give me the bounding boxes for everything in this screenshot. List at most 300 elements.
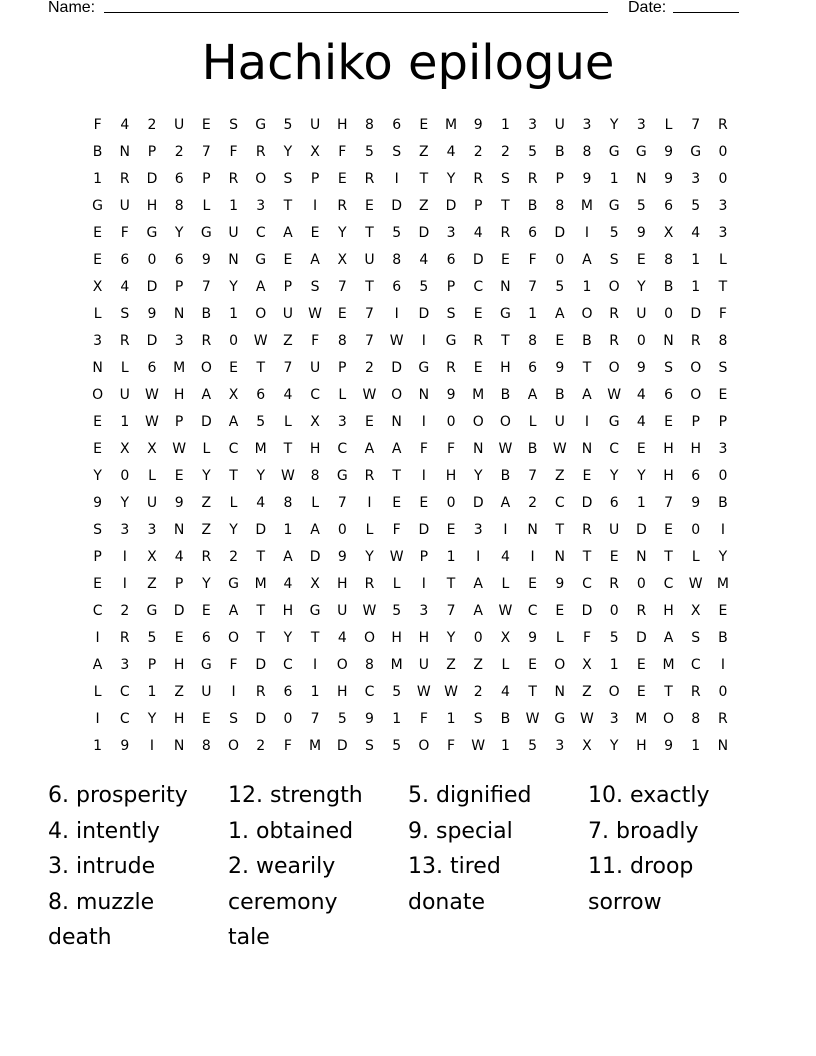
grid-cell[interactable]: I <box>122 575 127 592</box>
grid-cell[interactable]: E <box>229 359 238 376</box>
grid-cell[interactable]: T <box>365 224 374 241</box>
grid-cell[interactable]: D <box>554 224 566 241</box>
grid-cell[interactable]: C <box>364 683 375 700</box>
grid-cell[interactable]: Y <box>609 116 619 133</box>
grid-cell[interactable]: 1 <box>528 305 538 322</box>
grid-cell[interactable]: T <box>310 629 320 646</box>
grid-cell[interactable]: 7 <box>337 278 347 295</box>
grid-cell[interactable]: S <box>392 143 402 160</box>
grid-cell[interactable]: O <box>255 305 267 322</box>
grid-cell[interactable]: U <box>337 602 348 619</box>
grid-cell[interactable]: Y <box>609 737 619 754</box>
grid-cell[interactable]: 7 <box>446 602 456 619</box>
grid-cell[interactable]: 5 <box>392 224 402 241</box>
grid-cell[interactable]: Y <box>202 467 211 484</box>
grid-cell[interactable]: G <box>255 251 267 268</box>
grid-cell[interactable]: U <box>309 116 321 133</box>
grid-cell[interactable]: A <box>473 575 483 592</box>
grid-cell[interactable]: T <box>365 278 374 295</box>
grid-cell[interactable]: Z <box>582 683 592 700</box>
grid-cell[interactable]: X <box>582 737 592 754</box>
grid-cell[interactable]: E <box>473 305 483 322</box>
grid-cell[interactable]: Y <box>256 467 265 484</box>
grid-cell[interactable]: 0 <box>473 629 483 646</box>
grid-cell[interactable]: 8 <box>174 197 184 214</box>
grid-cell[interactable]: R <box>609 575 620 592</box>
grid-cell[interactable]: 5 <box>256 413 266 430</box>
grid-cell[interactable]: 3 <box>147 521 157 538</box>
grid-cell[interactable]: E <box>473 359 483 376</box>
grid-cell[interactable]: E <box>93 413 103 430</box>
grid-cell[interactable]: O <box>554 656 566 673</box>
grid-cell[interactable]: L <box>528 413 537 430</box>
grid-cell[interactable]: S <box>609 251 619 268</box>
grid-cell[interactable]: 7 <box>691 116 701 133</box>
grid-cell[interactable]: L <box>392 575 401 592</box>
grid-cell[interactable]: 2 <box>120 602 130 619</box>
grid-cell[interactable]: W <box>416 683 431 700</box>
grid-cell[interactable]: I <box>530 548 535 565</box>
grid-cell[interactable]: 6 <box>664 386 673 403</box>
grid-cell[interactable]: H <box>146 197 158 214</box>
grid-cell[interactable]: P <box>691 413 700 430</box>
grid-cell[interactable]: N <box>173 737 185 754</box>
grid-cell[interactable]: 9 <box>473 116 483 133</box>
grid-cell[interactable]: P <box>718 413 728 430</box>
grid-cell[interactable]: H <box>337 683 348 700</box>
grid-cell[interactable]: H <box>663 602 674 619</box>
grid-cell[interactable]: I <box>313 656 318 673</box>
grid-cell[interactable]: 1 <box>229 197 238 214</box>
grid-cell[interactable]: 5 <box>528 143 538 160</box>
grid-cell[interactable]: Y <box>718 548 728 565</box>
grid-cell[interactable]: B <box>718 494 728 511</box>
grid-cell[interactable]: 9 <box>201 251 211 268</box>
grid-cell[interactable]: 6 <box>174 170 184 187</box>
grid-cell[interactable]: 2 <box>500 143 510 160</box>
grid-cell[interactable]: R <box>690 332 701 349</box>
grid-cell[interactable]: 4 <box>473 224 483 241</box>
grid-cell[interactable]: E <box>609 548 619 565</box>
grid-cell[interactable]: Y <box>147 710 157 727</box>
grid-cell[interactable]: R <box>228 170 239 187</box>
grid-cell[interactable]: S <box>229 116 238 133</box>
grid-cell[interactable]: X <box>500 629 511 646</box>
grid-cell[interactable]: 4 <box>419 251 429 268</box>
grid-cell[interactable]: 6 <box>256 386 266 403</box>
grid-cell[interactable]: O <box>391 386 403 403</box>
grid-cell[interactable]: L <box>93 683 102 700</box>
grid-cell[interactable]: E <box>664 413 673 430</box>
grid-cell[interactable]: X <box>663 224 674 241</box>
grid-cell[interactable]: G <box>608 197 620 214</box>
grid-cell[interactable]: 5 <box>392 683 402 700</box>
grid-cell[interactable]: O <box>608 683 620 700</box>
grid-cell[interactable]: E <box>528 575 538 592</box>
grid-cell[interactable]: W <box>580 710 594 727</box>
grid-cell[interactable]: R <box>446 359 456 376</box>
grid-cell[interactable]: L <box>664 116 673 133</box>
grid-cell[interactable]: 3 <box>419 602 429 619</box>
grid-cell[interactable]: E <box>93 251 103 268</box>
grid-cell[interactable]: U <box>228 224 239 241</box>
grid-cell[interactable]: 7 <box>528 278 538 295</box>
grid-cell[interactable]: H <box>173 656 185 673</box>
grid-cell[interactable]: T <box>501 197 510 214</box>
grid-cell[interactable]: 9 <box>337 548 347 565</box>
grid-cell[interactable]: N <box>717 737 729 754</box>
grid-cell[interactable]: Y <box>202 575 211 592</box>
grid-cell[interactable]: M <box>635 710 648 727</box>
grid-cell[interactable]: T <box>555 521 565 538</box>
grid-cell[interactable]: Y <box>174 224 184 241</box>
grid-cell[interactable]: 0 <box>446 494 456 511</box>
grid-cell[interactable]: 8 <box>582 143 592 160</box>
grid-cell[interactable]: S <box>500 170 510 187</box>
grid-cell[interactable]: R <box>337 197 348 214</box>
grid-cell[interactable]: F <box>229 656 238 673</box>
grid-cell[interactable]: N <box>92 359 103 376</box>
grid-cell[interactable]: C <box>228 440 239 457</box>
grid-cell[interactable]: 7 <box>283 359 293 376</box>
grid-cell[interactable]: M <box>580 197 594 214</box>
grid-cell[interactable]: W <box>389 548 404 565</box>
grid-cell[interactable]: H <box>636 737 647 754</box>
grid-cell[interactable]: X <box>119 440 130 457</box>
grid-cell[interactable]: E <box>555 602 565 619</box>
grid-cell[interactable]: 9 <box>365 710 374 727</box>
grid-cell[interactable]: U <box>282 305 294 322</box>
grid-cell[interactable]: 8 <box>718 332 728 349</box>
grid-cell[interactable]: B <box>554 386 565 403</box>
grid-cell[interactable]: E <box>446 521 456 538</box>
grid-cell[interactable]: E <box>174 467 184 484</box>
grid-cell[interactable]: 6 <box>201 629 211 646</box>
grid-cell[interactable]: A <box>310 521 320 538</box>
grid-cell[interactable]: 9 <box>528 629 538 646</box>
grid-cell[interactable]: C <box>119 683 130 700</box>
grid-cell[interactable]: A <box>391 440 402 457</box>
grid-cell[interactable]: N <box>500 278 511 295</box>
grid-cell[interactable]: 9 <box>555 575 565 592</box>
grid-cell[interactable]: 5 <box>691 197 701 214</box>
grid-cell[interactable]: T <box>283 197 293 214</box>
grid-cell[interactable]: 7 <box>528 467 538 484</box>
grid-cell[interactable]: 3 <box>636 116 646 133</box>
grid-cell[interactable]: W <box>145 386 159 403</box>
grid-cell[interactable]: 3 <box>555 737 565 754</box>
grid-cell[interactable]: F <box>582 629 591 646</box>
grid-cell[interactable]: W <box>444 683 458 700</box>
grid-cell[interactable]: T <box>256 602 265 619</box>
grid-cell[interactable]: T <box>392 467 401 484</box>
grid-cell[interactable]: 3 <box>120 656 130 673</box>
grid-cell[interactable]: G <box>690 143 702 160</box>
grid-cell[interactable]: H <box>445 467 457 484</box>
grid-cell[interactable]: O <box>228 737 240 754</box>
grid-cell[interactable]: O <box>690 359 702 376</box>
grid-cell[interactable]: G <box>608 143 620 160</box>
grid-cell[interactable]: 2 <box>256 737 266 754</box>
grid-cell[interactable]: 5 <box>609 224 619 241</box>
grid-cell[interactable]: 0 <box>636 575 646 592</box>
grid-cell[interactable]: N <box>663 332 674 349</box>
grid-cell[interactable]: O <box>690 386 702 403</box>
grid-cell[interactable]: I <box>720 521 725 538</box>
grid-cell[interactable]: W <box>280 467 295 484</box>
grid-cell[interactable]: U <box>201 683 212 700</box>
grid-cell[interactable]: Y <box>446 629 456 646</box>
grid-cell[interactable]: E <box>93 224 103 241</box>
grid-cell[interactable]: 3 <box>446 224 456 241</box>
grid-cell[interactable]: I <box>720 656 725 673</box>
grid-cell[interactable]: 3 <box>528 116 538 133</box>
grid-cell[interactable]: R <box>364 170 375 187</box>
grid-cell[interactable]: R <box>255 683 266 700</box>
grid-cell[interactable]: U <box>364 251 375 268</box>
grid-cell[interactable]: T <box>283 440 293 457</box>
grid-cell[interactable]: F <box>229 143 238 160</box>
grid-cell[interactable]: C <box>582 575 592 592</box>
grid-cell[interactable]: F <box>283 737 292 754</box>
grid-cell[interactable]: F <box>392 521 401 538</box>
grid-cell[interactable]: Y <box>637 467 646 484</box>
grid-cell[interactable]: 1 <box>120 413 130 430</box>
grid-cell[interactable]: R <box>473 332 484 349</box>
grid-cell[interactable]: P <box>338 359 347 376</box>
grid-cell[interactable]: N <box>527 521 538 538</box>
grid-cell[interactable]: P <box>174 278 184 295</box>
grid-cell[interactable]: 3 <box>93 332 103 349</box>
grid-cell[interactable]: G <box>200 224 212 241</box>
grid-cell[interactable]: 0 <box>229 332 238 349</box>
grid-cell[interactable]: 1 <box>283 521 293 538</box>
grid-cell[interactable]: I <box>231 683 236 700</box>
grid-cell[interactable]: E <box>201 116 211 133</box>
grid-cell[interactable]: A <box>473 602 483 619</box>
grid-cell[interactable]: 0 <box>718 170 728 187</box>
grid-cell[interactable]: 6 <box>147 359 157 376</box>
grid-cell[interactable]: D <box>418 305 430 322</box>
grid-cell[interactable]: E <box>365 413 374 430</box>
grid-cell[interactable]: 9 <box>120 737 130 754</box>
grid-cell[interactable]: 9 <box>664 737 673 754</box>
grid-cell[interactable]: 1 <box>609 170 619 187</box>
grid-cell[interactable]: G <box>336 467 348 484</box>
grid-cell[interactable]: O <box>663 710 675 727</box>
grid-cell[interactable]: W <box>552 440 567 457</box>
grid-cell[interactable]: I <box>95 710 100 727</box>
grid-cell[interactable]: E <box>201 602 211 619</box>
grid-cell[interactable]: H <box>309 440 321 457</box>
grid-cell[interactable]: W <box>145 413 159 430</box>
grid-cell[interactable]: L <box>691 548 700 565</box>
grid-cell[interactable]: R <box>119 170 130 187</box>
grid-cell[interactable]: F <box>447 737 456 754</box>
grid-cell[interactable]: P <box>283 278 293 295</box>
grid-cell[interactable]: Y <box>637 278 646 295</box>
grid-cell[interactable]: 6 <box>528 224 538 241</box>
grid-cell[interactable]: I <box>122 548 127 565</box>
grid-cell[interactable]: 4 <box>283 575 293 592</box>
grid-cell[interactable]: A <box>310 251 320 268</box>
grid-cell[interactable]: H <box>663 467 674 484</box>
grid-cell[interactable]: 5 <box>555 278 565 295</box>
grid-cell[interactable]: A <box>283 548 293 565</box>
grid-cell[interactable]: W <box>525 710 540 727</box>
grid-cell[interactable]: W <box>362 386 377 403</box>
grid-cell[interactable]: C <box>283 656 293 673</box>
grid-cell[interactable]: 6 <box>528 359 538 376</box>
grid-cell[interactable]: B <box>500 467 511 484</box>
grid-cell[interactable]: 1 <box>691 278 701 295</box>
grid-cell[interactable]: L <box>555 629 564 646</box>
grid-cell[interactable]: G <box>146 602 158 619</box>
grid-cell[interactable]: 6 <box>446 251 456 268</box>
grid-cell[interactable]: G <box>418 359 430 376</box>
grid-cell[interactable]: P <box>446 278 456 295</box>
grid-cell[interactable]: B <box>554 143 565 160</box>
grid-cell[interactable]: I <box>503 521 508 538</box>
grid-cell[interactable]: O <box>499 413 511 430</box>
grid-cell[interactable]: R <box>636 602 647 619</box>
grid-cell[interactable]: C <box>609 440 620 457</box>
grid-cell[interactable]: D <box>255 710 267 727</box>
grid-cell[interactable]: Z <box>446 656 456 673</box>
grid-cell[interactable]: I <box>313 197 318 214</box>
grid-cell[interactable]: R <box>718 116 728 133</box>
grid-cell[interactable]: D <box>581 494 593 511</box>
grid-cell[interactable]: O <box>200 359 212 376</box>
grid-cell[interactable]: 7 <box>337 494 347 511</box>
grid-cell[interactable]: E <box>500 251 510 268</box>
grid-cell[interactable]: Z <box>283 332 293 349</box>
grid-cell[interactable]: E <box>419 494 429 511</box>
grid-cell[interactable]: D <box>146 278 158 295</box>
grid-cell[interactable]: X <box>228 386 239 403</box>
grid-cell[interactable]: U <box>309 359 321 376</box>
grid-cell[interactable]: R <box>500 224 511 241</box>
grid-cell[interactable]: 3 <box>473 521 483 538</box>
grid-cell[interactable]: H <box>173 710 185 727</box>
grid-cell[interactable]: E <box>283 251 293 268</box>
grid-cell[interactable]: 8 <box>337 332 347 349</box>
grid-cell[interactable]: G <box>554 710 566 727</box>
grid-cell[interactable]: N <box>173 521 185 538</box>
grid-cell[interactable]: D <box>418 521 430 538</box>
grid-cell[interactable]: O <box>228 629 240 646</box>
grid-cell[interactable]: 1 <box>636 494 646 511</box>
grid-cell[interactable]: 0 <box>718 467 728 484</box>
grid-cell[interactable]: 6 <box>691 467 701 484</box>
grid-cell[interactable]: Z <box>554 467 565 484</box>
grid-cell[interactable]: W <box>498 440 513 457</box>
grid-cell[interactable]: O <box>581 305 593 322</box>
grid-cell[interactable]: 8 <box>555 197 565 214</box>
grid-cell[interactable]: Y <box>473 467 483 484</box>
grid-cell[interactable]: Y <box>609 467 619 484</box>
grid-cell[interactable]: P <box>174 413 184 430</box>
grid-cell[interactable]: Y <box>365 548 374 565</box>
grid-cell[interactable]: Z <box>147 575 157 592</box>
grid-cell[interactable]: A <box>500 494 511 511</box>
grid-cell[interactable]: X <box>337 251 348 268</box>
grid-cell[interactable]: Y <box>446 170 456 187</box>
grid-cell[interactable]: W <box>688 575 703 592</box>
grid-cell[interactable]: 5 <box>365 143 374 160</box>
grid-cell[interactable]: E <box>337 170 347 187</box>
grid-cell[interactable]: A <box>554 305 565 322</box>
grid-cell[interactable]: 2 <box>528 494 538 511</box>
grid-cell[interactable]: M <box>173 359 186 376</box>
grid-cell[interactable]: P <box>147 143 157 160</box>
grid-cell[interactable]: Z <box>473 656 484 673</box>
grid-cell[interactable]: X <box>690 602 701 619</box>
grid-cell[interactable]: 9 <box>147 305 157 322</box>
grid-cell[interactable]: N <box>119 143 131 160</box>
grid-cell[interactable]: T <box>664 548 673 565</box>
grid-cell[interactable]: E <box>174 629 184 646</box>
grid-cell[interactable]: C <box>92 602 103 619</box>
grid-cell[interactable]: 4 <box>256 494 266 511</box>
grid-cell[interactable]: I <box>421 575 426 592</box>
grid-cell[interactable]: W <box>308 305 323 322</box>
grid-cell[interactable]: M <box>472 386 485 403</box>
grid-cell[interactable]: E <box>555 332 565 349</box>
grid-cell[interactable]: L <box>365 521 374 538</box>
grid-cell[interactable]: B <box>92 143 103 160</box>
grid-cell[interactable]: A <box>255 278 266 295</box>
grid-cell[interactable]: 0 <box>283 710 293 727</box>
grid-cell[interactable]: D <box>336 737 348 754</box>
grid-cell[interactable]: W <box>607 386 622 403</box>
grid-cell[interactable]: 1 <box>93 170 103 187</box>
grid-cell[interactable]: 4 <box>636 413 646 430</box>
grid-cell[interactable]: I <box>476 548 481 565</box>
grid-cell[interactable]: E <box>582 467 592 484</box>
grid-cell[interactable]: N <box>173 305 185 322</box>
grid-cell[interactable]: 7 <box>201 143 211 160</box>
grid-cell[interactable]: G <box>146 224 158 241</box>
grid-cell[interactable]: 9 <box>174 494 184 511</box>
grid-cell[interactable]: B <box>500 386 511 403</box>
grid-cell[interactable]: R <box>690 683 701 700</box>
grid-cell[interactable]: U <box>146 494 158 511</box>
grid-cell[interactable]: A <box>228 602 239 619</box>
grid-cell[interactable]: E <box>636 440 646 457</box>
grid-cell[interactable]: E <box>636 656 646 673</box>
grid-cell[interactable]: S <box>93 521 103 538</box>
grid-cell[interactable]: N <box>228 251 239 268</box>
grid-cell[interactable]: N <box>636 170 647 187</box>
grid-cell[interactable]: O <box>92 386 104 403</box>
grid-cell[interactable]: 0 <box>337 521 347 538</box>
grid-cell[interactable]: T <box>718 278 728 295</box>
grid-cell[interactable]: 1 <box>446 548 456 565</box>
grid-cell[interactable]: U <box>418 656 429 673</box>
grid-cell[interactable]: A <box>582 251 592 268</box>
grid-cell[interactable]: I <box>421 467 426 484</box>
grid-cell[interactable]: X <box>310 575 320 592</box>
grid-cell[interactable]: H <box>391 629 402 646</box>
grid-cell[interactable]: 9 <box>664 143 673 160</box>
grid-cell[interactable]: R <box>582 521 592 538</box>
grid-cell[interactable]: R <box>718 710 728 727</box>
grid-cell[interactable]: U <box>554 413 565 430</box>
grid-cell[interactable]: N <box>636 548 647 565</box>
grid-cell[interactable]: G <box>309 602 321 619</box>
grid-cell[interactable]: 9 <box>93 494 103 511</box>
